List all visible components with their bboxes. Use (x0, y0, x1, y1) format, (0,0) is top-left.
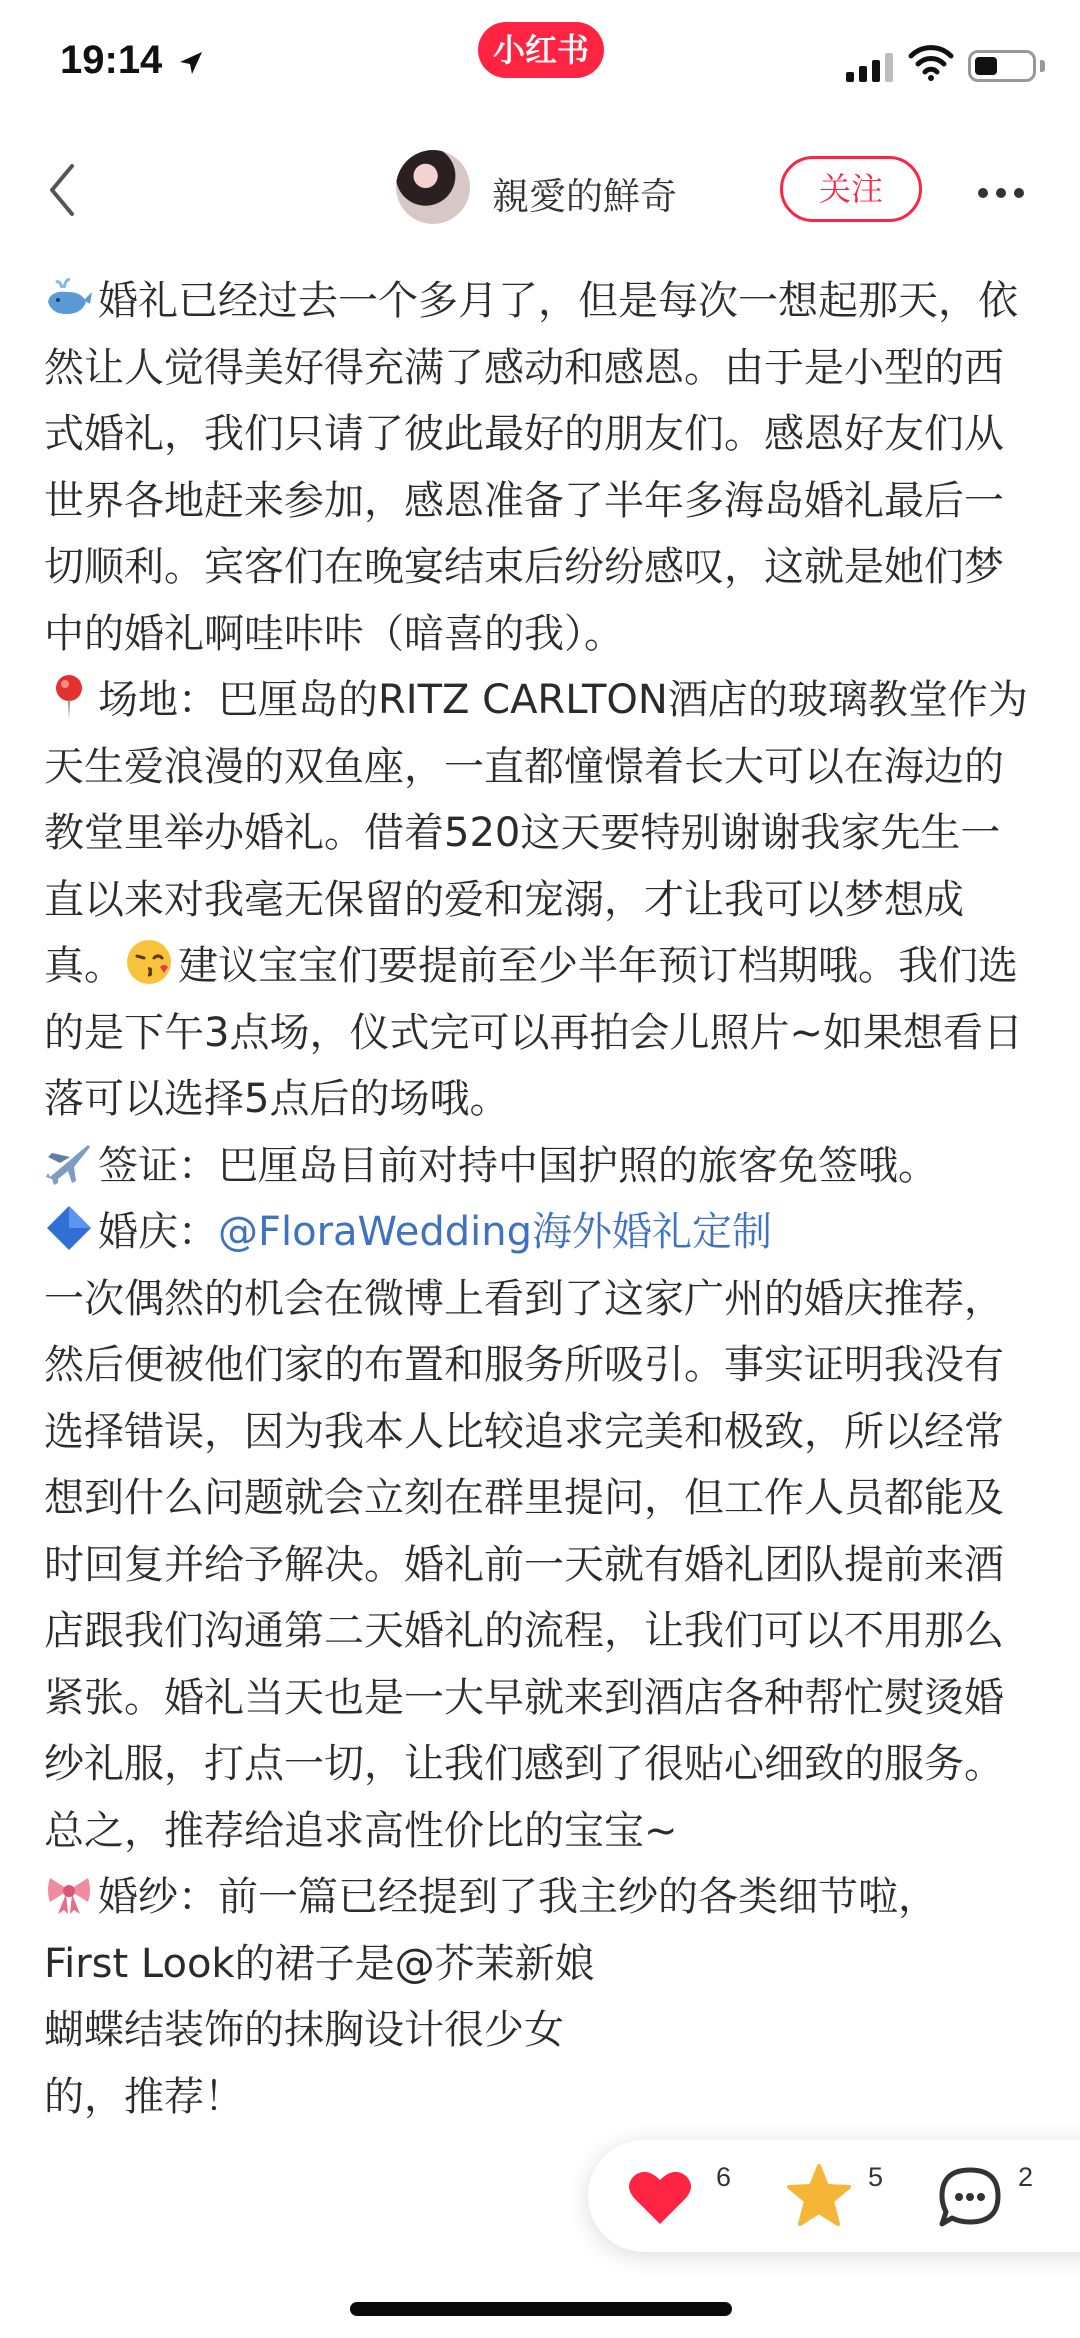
paragraph-first-look (44, 1931, 1040, 1998)
battery-icon (968, 50, 1036, 82)
more-dots-icon[interactable] (976, 186, 1026, 200)
post-text-visa: 签证：巴厘岛目前对持中国护照的旅客免签哦。 (98, 1142, 938, 1189)
paragraph-visa (44, 1133, 1040, 1200)
whale-icon (44, 272, 94, 322)
post-body (44, 268, 1040, 2130)
comment-count: 2 (1018, 2162, 1034, 2192)
author-name[interactable]: 親愛的鮮奇 (492, 175, 677, 218)
engagement-bar (588, 2140, 1080, 2252)
app-brand-logo: 小红书 (478, 22, 604, 78)
paragraph-venue (44, 667, 1040, 1133)
chevron-left-icon[interactable] (44, 160, 80, 220)
follow-button[interactable]: 关注 (780, 156, 922, 222)
post-text-booking: 建议宝宝们要提前至少半年预订档期哦。我们选的是下午3点场，仪式完可以再拍会儿照片~如果想看日落可以选择5点后的场哦。 (44, 943, 1023, 1122)
collect-count: 5 (868, 2162, 884, 2192)
mention-link-florawedding[interactable]: @FloraWedding海外婚礼定制 (218, 1209, 773, 1255)
post-text-first-look: First Look的裙子是@芥茉新娘 (44, 1940, 595, 1987)
paragraph-intro (44, 268, 1040, 667)
paragraph-bow-design (44, 1997, 1040, 2064)
post-text-recommend: 的，推荐！ (44, 2073, 244, 2120)
paragraph-dress (44, 1864, 1040, 1931)
kissing-face-icon (124, 937, 174, 987)
blue-diamond-icon (44, 1203, 94, 1253)
post-text-venue: 场地：巴厘岛的RITZ CARLTON酒店的玻璃教堂作为天生爱浪漫的双鱼座，一直都憧憬着长大可以在海边的教堂里举办婚礼。借着520这天要特别谢谢我家先生一直以来对我毫无保留的爱和宠溺，才让我可以梦想成真。 (44, 677, 1028, 989)
ribbon-bow-icon (44, 1868, 94, 1918)
cellular-signal-icon (846, 52, 898, 82)
home-indicator[interactable] (350, 2302, 732, 2316)
paragraph-planner (44, 1199, 1040, 1266)
status-bar (0, 0, 1080, 130)
airplane-icon (44, 1137, 94, 1187)
post-text-dress: 婚纱：前一篇已经提到了我主纱的各类细节啦， (98, 1874, 938, 1920)
battery-level (975, 57, 997, 75)
post-text-intro: 婚礼已经过去一个多月了，但是每次一想起那天，依然让人觉得美好得充满了感动和感恩。由于是小型的西式婚礼，我们只请了彼此最好的朋友们。感恩好友们从世界各地赶来参加，感恩准备了半年多海岛婚礼最后一切顺利。宾客们在晚宴结束后纷纷感叹，这就是她们梦中的婚礼啊哇咔咔（暗喜的我）。 (44, 278, 1018, 657)
star-icon[interactable] (786, 2164, 852, 2228)
post-text-review: 一次偶然的机会在微博上看到了这家广州的婚庆推荐，然后便被他们家的布置和服务所吸引。事实证明我没有选择错误，因为我本人比较追求完美和极致，所以经常想到什么问题就会立刻在群里提问，但工作人员都能及时回复并给予解决。婚礼前一天就有婚礼团队提前来酒店跟我们沟通第二天婚礼的流程，让我们可以不用那么紧张。婚礼当天也是一大早就来到酒店各种帮忙熨烫婚纱礼服，打点一切，让我们感到了很贴心细致的服务。总之，推荐给追求高性价比的宝宝~ (44, 1275, 1004, 1854)
post-header (0, 130, 1080, 252)
like-count: 6 (716, 2162, 732, 2192)
paragraph-recommend (44, 2064, 1040, 2131)
post-text-planner-label: 婚庆： (98, 1209, 218, 1255)
heart-icon[interactable] (628, 2168, 692, 2226)
paragraph-review (44, 1266, 1040, 1865)
status-time: 19:14 (60, 38, 163, 82)
battery-tip (1040, 60, 1045, 72)
location-arrow-icon (176, 48, 206, 78)
wifi-icon (908, 44, 954, 82)
pushpin-icon (44, 671, 94, 721)
post-text-bow-design: 蝴蝶结装饰的抹胸设计很少女 (44, 2007, 564, 2053)
avatar[interactable] (396, 150, 470, 224)
comment-icon[interactable] (938, 2166, 1002, 2228)
